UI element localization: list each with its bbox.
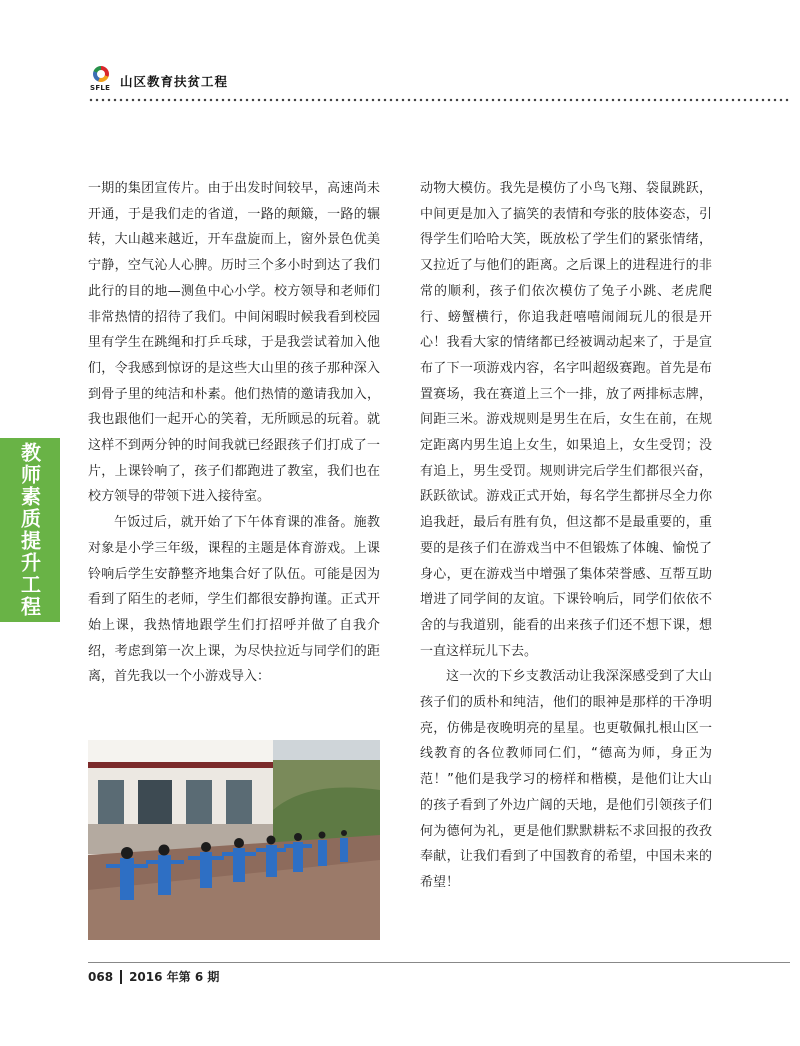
paragraph: 这一次的下乡支教活动让我深深感受到了大山孩子们的质朴和纯洁，他们的眼神是那样的干净明亮，仿佛是夜晚明亮的星星。也更敬佩扎根山区一线教育的各位教师同仁们，“德高为师，身正为范！”他们是我学习的榜样和楷模，是他们让大山的孩子看到了外边广阔的天地，是他们引领孩子们何为德何为礼，更是他们默默耕耘不求回报的孜孜奉献，让我们看到了中国教育的希望，中国未来的希望！: [420, 669, 712, 890]
header-dotted-divider: [88, 98, 790, 102]
side-tab-label: 教师素质提升工程: [17, 442, 42, 618]
logo-text: SFLE: [90, 84, 111, 92]
paragraph: 动物大模仿。我先是模仿了小鸟飞翔、袋鼠跳跃，中间更是加入了搞笑的表情和夸张的肢体姿态，引得学生们哈哈大笑，既放松了学生们的紧张情绪，又拉近了与他们的距离。之后课上的进程进行的非常的顺利，孩子们依次模仿了兔子小跳、老虎爬行、螃蟹横行，你追我赶嘻嘻闹闹玩儿的很是开心！我看大家的情绪都已经被调动起来了，于是宣布了下一项游戏内容，名字叫超级赛跑。首先是布置赛场，我在赛道上三个一排，放了两排标志牌，间距三米。游戏规则是男生在后，女生在前，在规定距离内男生追上女生，如果追上，女生受罚；没有追上，男生受罚。规则讲完后学生们都很兴奋，跃跃欲试。游戏正式开始，每名学生都拼尽全力你追我赶，最后有胜有负，但这都不是最重要的，重要的是孩子们在游戏当中不但锻炼了体魄、愉悦了身心，更在游戏当中增强了集体荣誉感、互帮互助增进了同学间的友谊。下课铃响后，同学们依依不舍的与我道别，能看的出来孩子们还不想下课，想一直这样玩儿下去。: [420, 181, 712, 659]
article-column-right: [420, 176, 712, 896]
students-exercise-photo: [88, 740, 380, 940]
paragraph: 一期的集团宣传片。由于出发时间较早，高速尚未开通，于是我们走的省道，一路的颠簸，一路的辗转，大山越来越近，开车盘旋而上，窗外景色优美宁静，空气沁人心脾。历时三个多小时到达了我们此行的目的地—测鱼中心小学。校方领导和老师们非常热情的招待了我们。中间闲暇时候我看到校园里有学生在跳绳和打乒乓球，于是我尝试着加入他们，令我感到惊讶的是这些大山里的孩子那种深入到骨子里的纯洁和朴素。他们热情的邀请我加入，我也跟他们一起开心的笑着，无所顾忌的玩着。就这样不到两分钟的时间我就已经跟孩子们打成了一片，上课铃响了，孩子们都跑进了教室，我们也在校方领导的带领下进入接待室。: [88, 181, 380, 505]
section-title: 山区教育扶贫工程: [120, 74, 229, 89]
issue-label: 2016 年第 6 期: [129, 970, 220, 984]
sfle-logo: [90, 66, 116, 96]
page-header: [90, 66, 228, 96]
article-column-left: [88, 176, 380, 690]
logo-ring-icon: [93, 66, 109, 82]
side-section-tab: [0, 438, 60, 622]
paragraph: 午饭过后，就开始了下午体育课的准备。施教对象是小学三年级，课程的主题是体育游戏。上课铃响后学生安静整齐地集合好了队伍。可能是因为看到了陌生的老师，学生们都很安静拘谨。正式开始上课，我热情地跟学生们打招呼并做了自我介绍，考虑到第一次上课，为尽快拉近与同学们的距离，首先我以一个小游戏导入：: [88, 515, 380, 685]
footer-divider: [88, 962, 790, 963]
page-number: 068: [88, 969, 114, 984]
footer-separator: [120, 970, 122, 984]
page-footer: [88, 968, 219, 985]
article-photo: [88, 740, 380, 940]
